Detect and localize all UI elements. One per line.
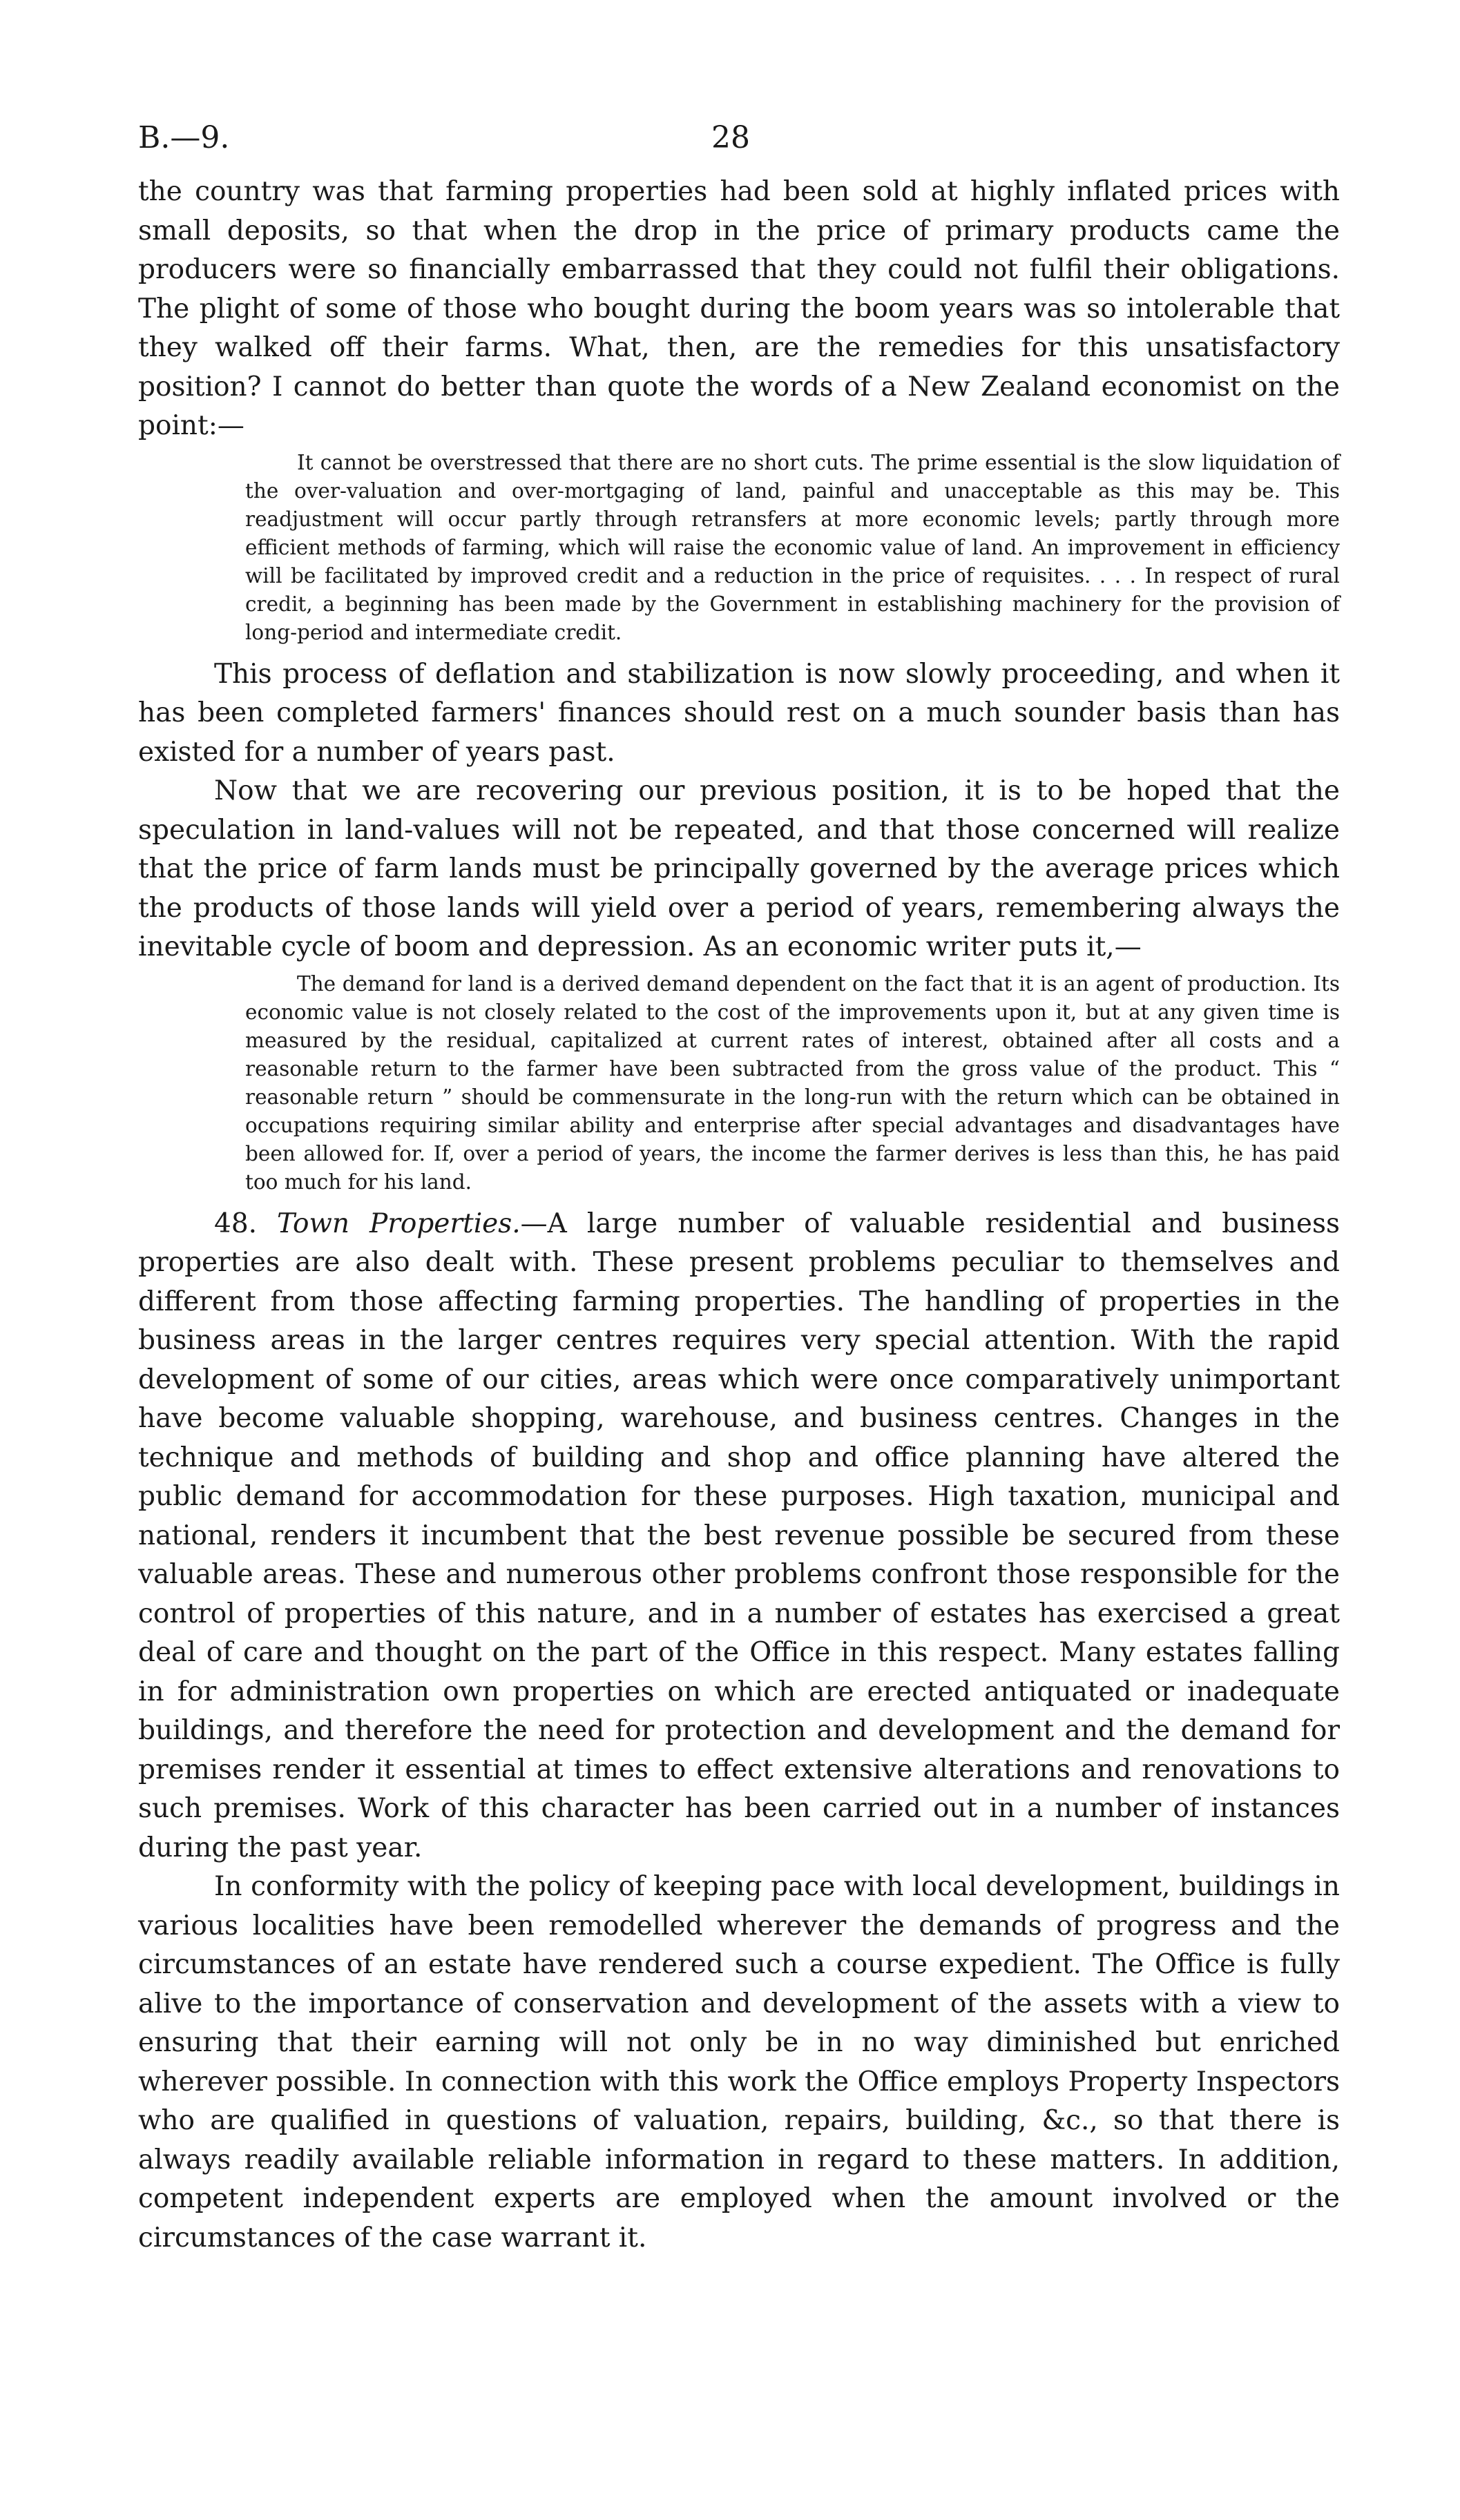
block-quote-economist: It cannot be overstressed that there are no short cuts. The prime essential is the slow liquidation of the over-valuation and over-mortgaging of land, painful and unacceptable as this may be. This readjustment will occur partly through retransfers at more economic levels; partly through more efficient methods of farming, which will raise the economic value of land. An improvement in efficiency will be facilitated by improved credit and a reduction in the price of requisites. . . . In respect of rural credit, a beginning has been made by the Government in establishing machinery for the provision of long-period and intermediate credit. bbox=[245, 450, 1340, 644]
block-quote-land-demand: The demand for land is a derived demand dependent on the fact that it is an agent of production. Its economic value is not closely related to the cost of the improvements upon it, but at any given time is measured by the residual, capitalized at current rates of interest, obtained after all costs and a reasonable return to the farmer have been subtracted from the gross value of the product. This “ reasonable return ” should be commensurate in the long-run with the return which can be obtained in occupations requiring similar ability and enterprise after special advantages and disadvantages have been allowed for. If, over a period of years, the income the farmer derives is less than this, he has paid too much for his land. bbox=[245, 971, 1340, 1194]
paragraph-continued: the country was that farming properties had been sold at highly inflated prices with small deposits, so that when the drop in the price of primary products came the producers were so financially embarrassed that they could not fulfil their obligations. The plight of some of those who bought during the boom years was so intolerable that they walked off their farms. What, then, are the remedies for this unsatisfactory position? I cannot do better than quote the words of a New Zealand economist on the point:— bbox=[138, 176, 1340, 441]
document-page bbox=[138, 117, 1340, 2258]
paragraph-land-values: Now that we are recovering our previous position, it is to be hoped that the speculation in land-values will not be repeated, and that those concerned will realize that the price of farm lands must be principally governed by the average prices which the products of those lands will yield over a period of years, remembering always the inevitable cycle of boom and depression. As an economic writer puts it,— bbox=[138, 775, 1340, 962]
section-48-town-properties bbox=[138, 1205, 1340, 1868]
running-header bbox=[138, 117, 1340, 173]
section-text: —A large number of valuable residential and business properties are also dealt with. These present problems peculiar to themselves and different from those affecting farming properties. The handling of properties in the business areas in the larger centres requires very special attention. With the rapid development of some of our cities, areas which were once comparatively unimportant have become valuable shopping, warehouse, and business centres. Changes in the technique and methods of building and shop and office planning have altered the public demand for accommodation for these purposes. High taxation, municipal and national, renders it incumbent that the best revenue possible be secured from these valuable areas. These and numerous other problems confront those responsible for the control of properties of this nature, and in a number of estates has exercised a great deal of care and thought on the part of the Office in this respect. Many estates falling in for administration own properties on which are erected antiquated or inadequate buildings, and therefore the need for protection and development and the demand for premises render it essential at times to effect extensive alterations and renovations to such premises. Work of this character has been carried out in a number of instances during the past year. bbox=[138, 1208, 1340, 1863]
document-reference: B.—9. bbox=[138, 120, 230, 155]
page-number: 28 bbox=[711, 120, 750, 155]
body-text bbox=[138, 173, 1340, 2258]
paragraph-deflation: This process of deflation and stabilization is now slowly proceeding, and when it has been completed farmers' finances should rest on a much sounder basis than has existed for a number of years past. bbox=[138, 658, 1340, 768]
section-number: 48. bbox=[214, 1208, 258, 1239]
section-title: Town Properties. bbox=[277, 1208, 521, 1239]
paragraph-conformity: In conformity with the policy of keeping pace with local development, buildings in various localities have been remodelled wherever the demands of progress and the circumstances of an estate have rendered such a course expedient. The Office is fully alive to the importance of conservation and development of the assets with a view to ensuring that their earning will not only be in no way diminished but enriched wherever possible. In connection with this work the Office employs Property Inspectors who are qualified in questions of valuation, repairs, building, &c., so that there is always readily available reliable information in regard to these matters. In addition, competent independent experts are employed when the amount involved or the circumstances of the case warrant it. bbox=[138, 1871, 1340, 2254]
